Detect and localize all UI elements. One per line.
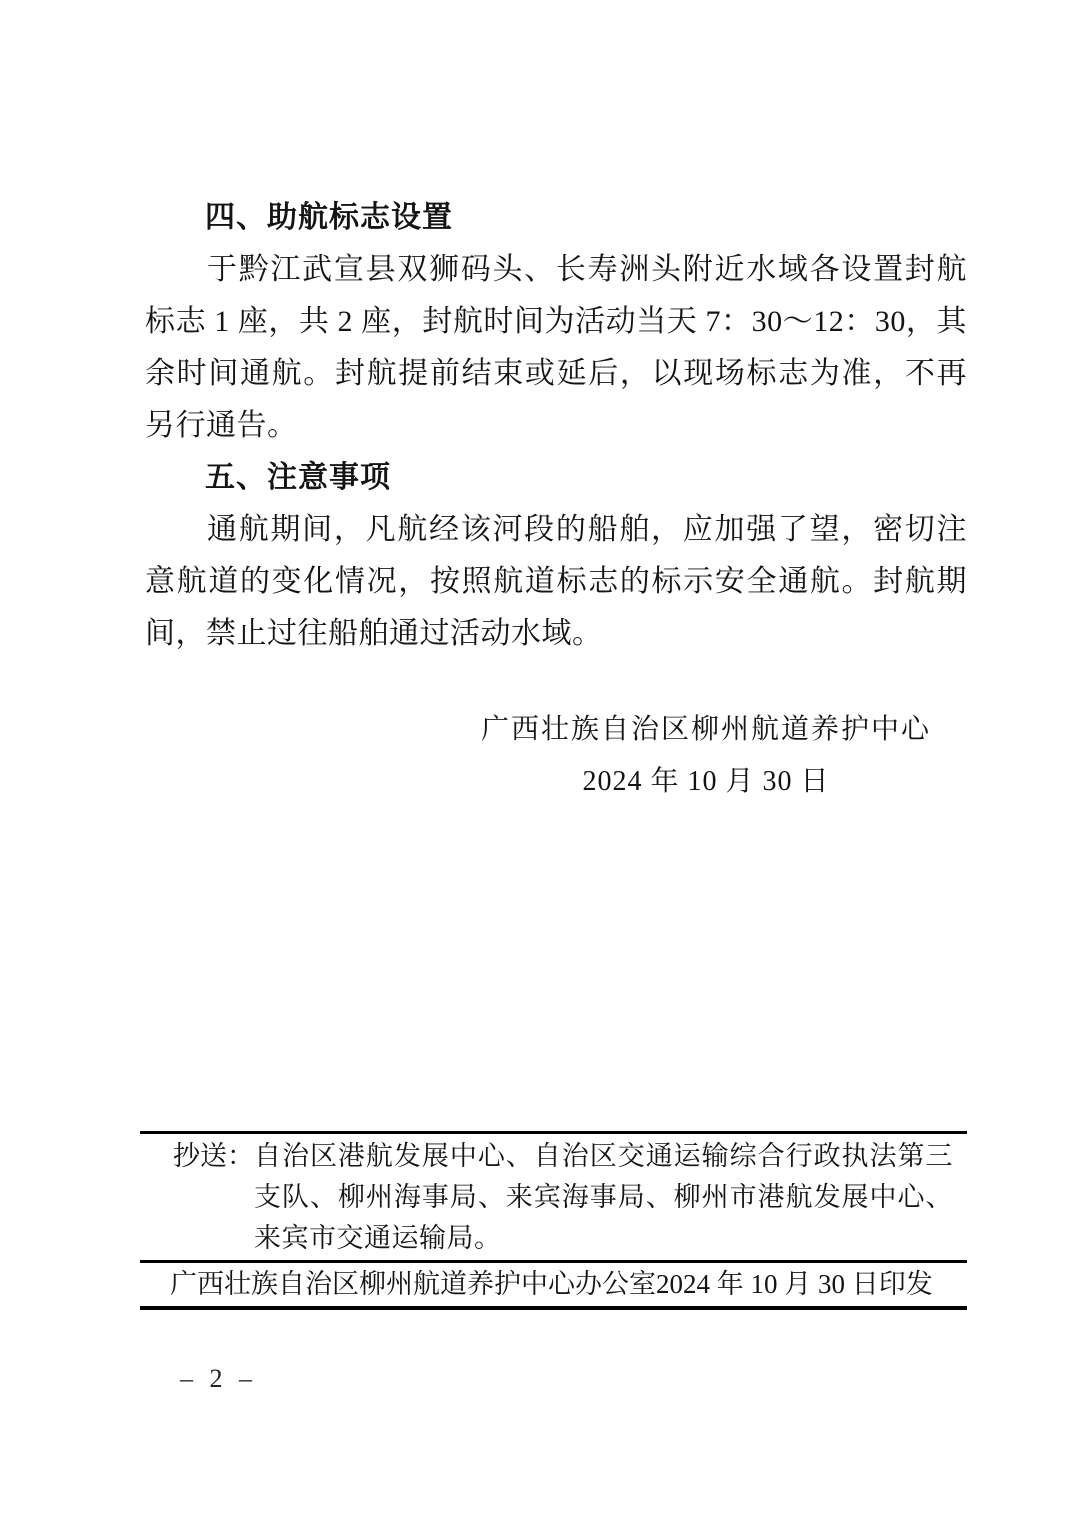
issue-row (140, 1263, 967, 1306)
section-5-paragraph: 通航期间，凡航经该河段的船舶，应加强了望，密切注意航道的变化情况，按照航道标志的标示安全通航。封航期间，禁止过往船舶通过活动水域。 (145, 513, 967, 650)
cc-row (140, 1134, 967, 1260)
section-5-heading: 五、注意事项 (205, 461, 391, 494)
page-number: – 2 – (180, 1364, 257, 1393)
document-body (145, 192, 967, 808)
footer-divider-bottom (140, 1306, 967, 1310)
cc-label: 抄送： (173, 1141, 254, 1171)
section-4-heading: 四、助航标志设置 (205, 201, 453, 234)
signature-inner (481, 704, 931, 808)
issuing-office: 广西壮族自治区柳州航道养护中心办公室 (170, 1269, 656, 1299)
signature-organization: 广西壮族自治区柳州航道养护中心 (480, 714, 931, 745)
document-footer (140, 1131, 967, 1310)
cc-recipients: 自治区港航发展中心、自治区交通运输综合行政执法第三支队、柳州海事局、来宾海事局、柳州市港航发展中心、来宾市交通运输局。 (254, 1141, 953, 1253)
signature-block (145, 704, 967, 808)
section-4-paragraph: 于黔江武宣县双狮码头、长寿洲头附近水域各设置封航标志 1 座，共 2 座，封航时间为活动当天 7：30～12：30，其余时间通航。封航提前结束或延后，以现场标志为准，不再另行通告。 (145, 253, 967, 442)
signature-date: 2024 年 10 月 30 日 (582, 766, 830, 797)
issue-date: 2024 年 10 月 30 日印发 (656, 1269, 933, 1299)
